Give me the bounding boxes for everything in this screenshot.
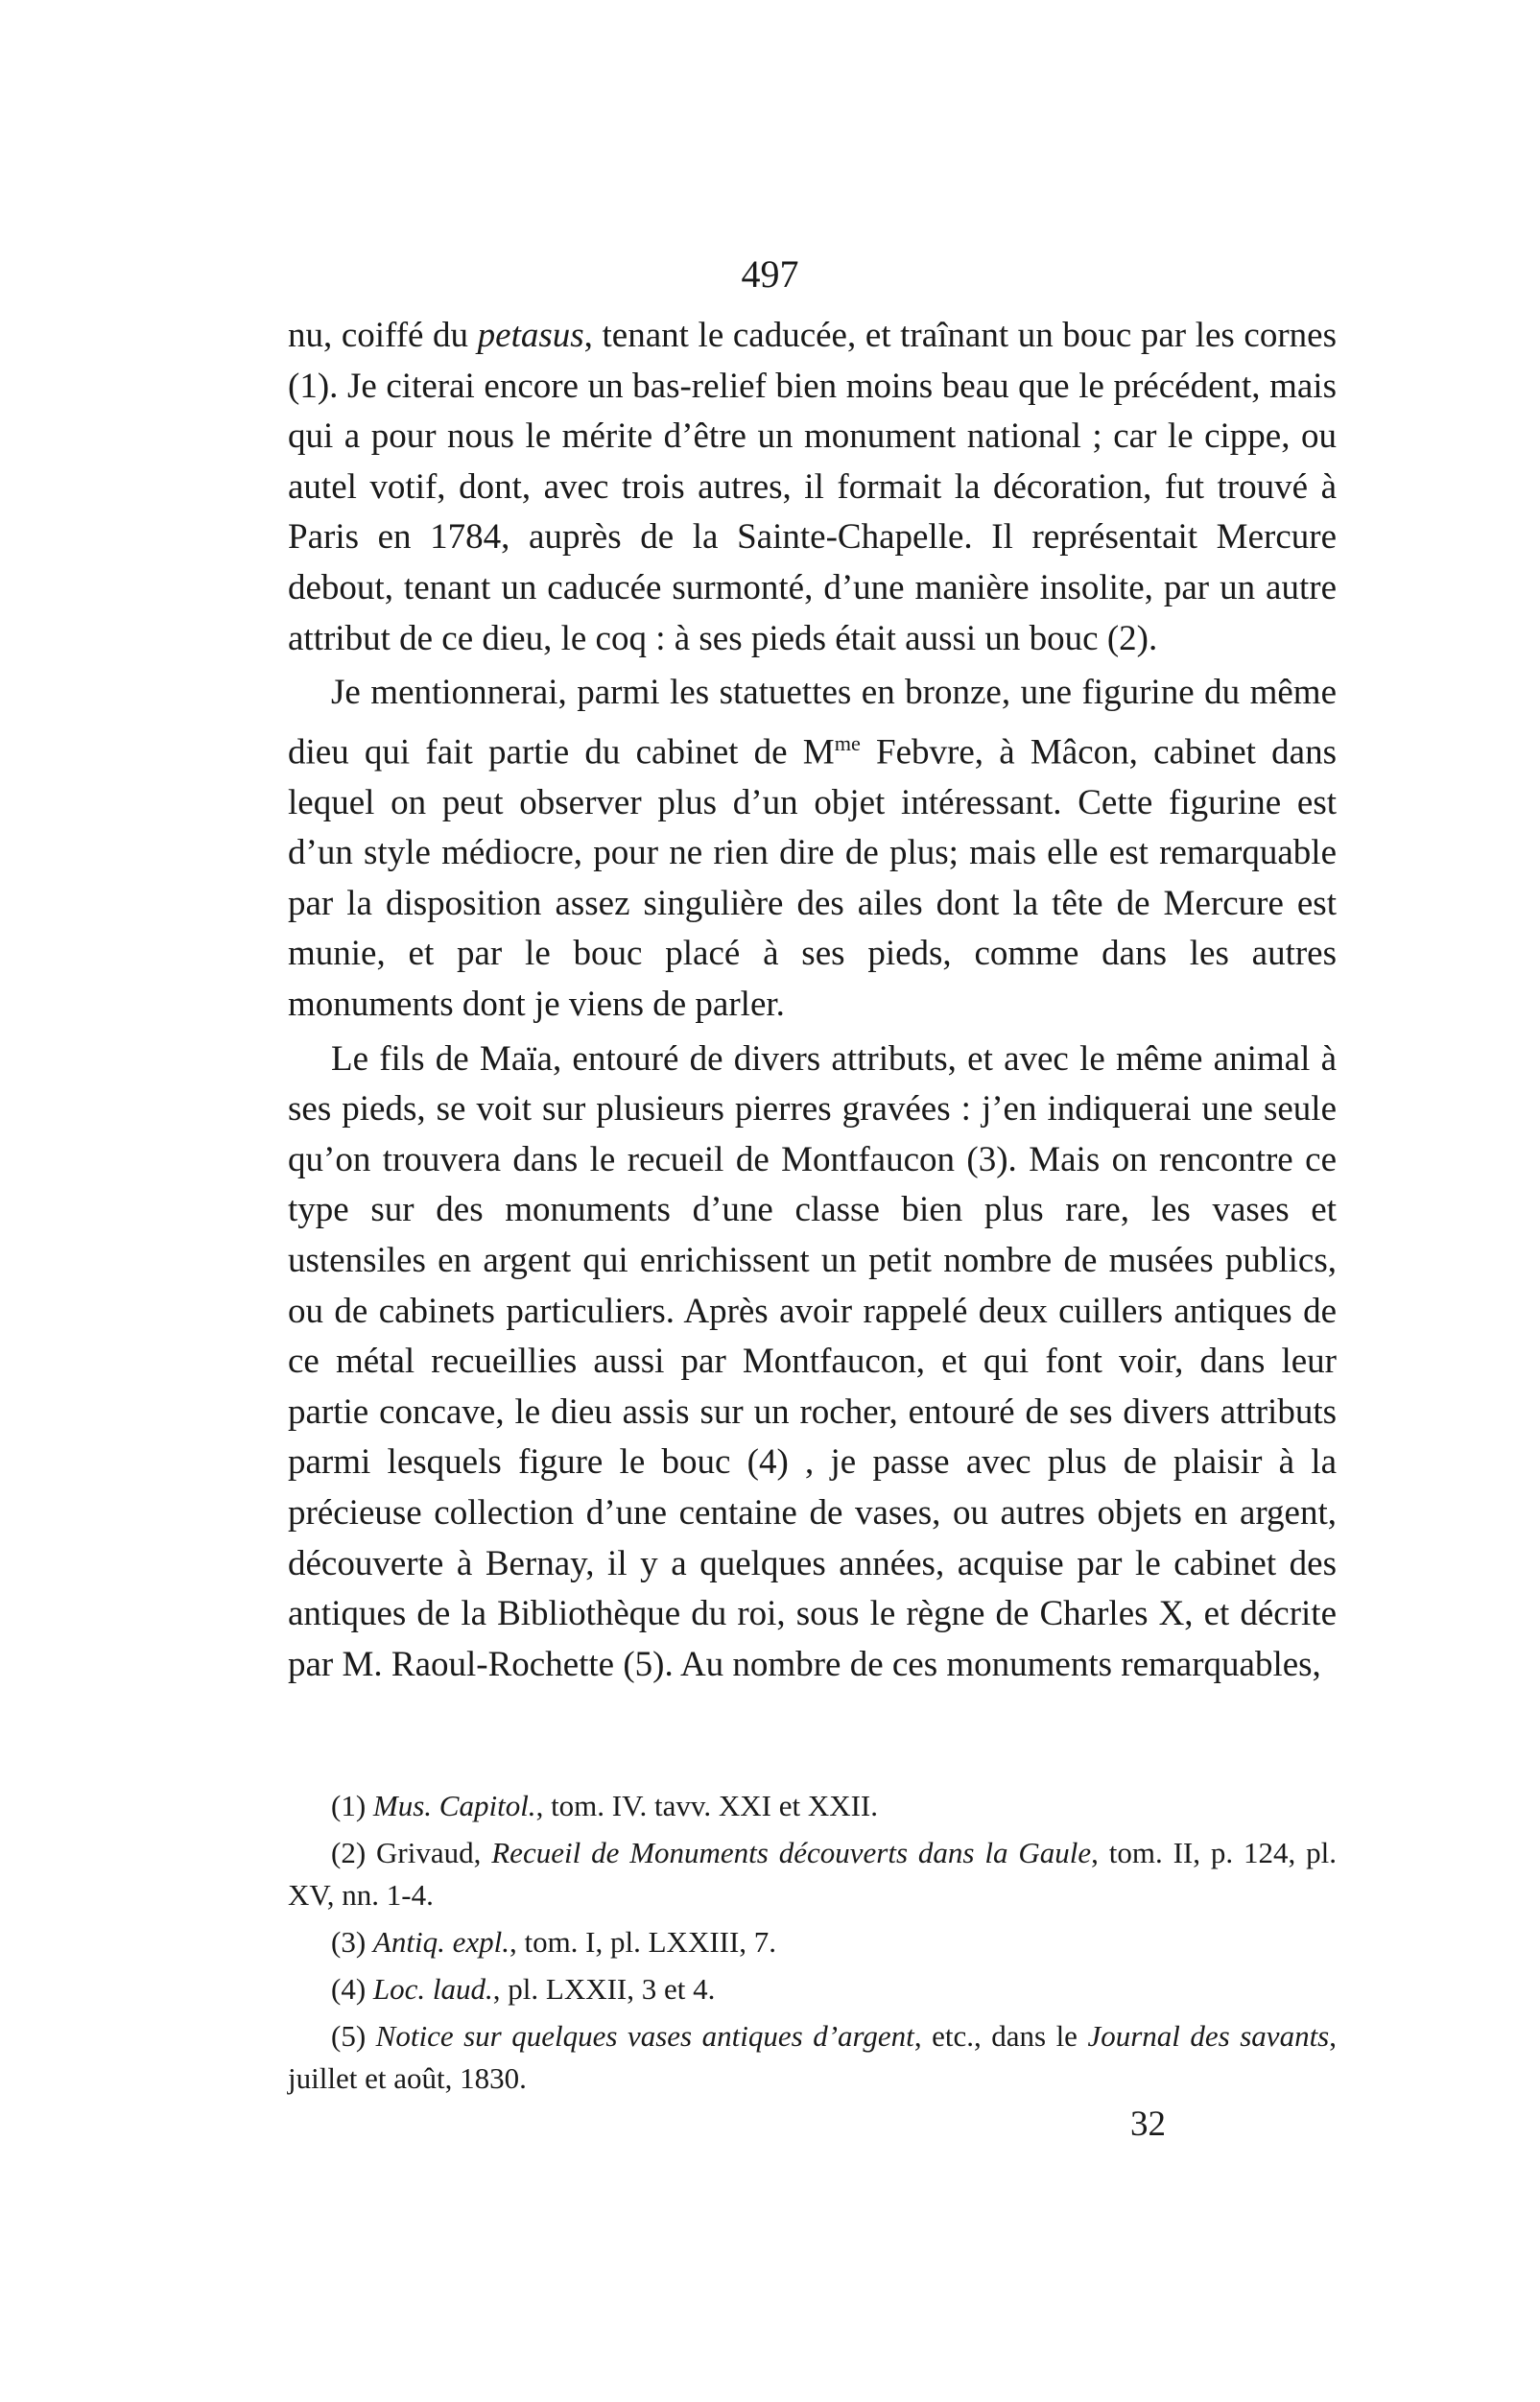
footnote bbox=[288, 1785, 1337, 1827]
text-run: , etc., dans le bbox=[913, 2019, 1088, 2053]
superscript-text: me bbox=[834, 730, 861, 755]
italic-text: Notice sur quelques vases antiques d’argent bbox=[375, 2019, 914, 2053]
text-run: , juillet et août, 1830. bbox=[288, 2019, 1337, 2095]
paragraph bbox=[288, 311, 1337, 664]
text-run: (3) bbox=[331, 1925, 373, 1959]
italic-text: petasus bbox=[477, 316, 584, 355]
text-run: (2) Grivaud, bbox=[331, 1836, 492, 1869]
text-run: (5) bbox=[331, 2019, 376, 2053]
signature-mark: 32 bbox=[1130, 2105, 1166, 2144]
italic-text: Antiq. expl. bbox=[372, 1925, 509, 1959]
main-text bbox=[288, 311, 1337, 1690]
footnote bbox=[288, 1968, 1337, 2010]
paragraph bbox=[288, 1035, 1337, 1691]
text-run: , tenant le caducée, et traînant un bouc par les cornes (1). Je citerai encore un bas-relief bien moins beau que le précédent, mais qui a pour nous le mérite d’être un monument national ; car le cippe, ou autel votif, dont, avec trois autres, il formait la décoration, fut trouvé à Paris en 1784, auprès de la Sainte-Chapelle. Il représentait Mercure debout, tenant un caducée surmonté, d’une manière insolite, par un autre attribut de ce dieu, le coq : à ses pieds était aussi un bouc (2). bbox=[288, 316, 1337, 658]
footnote bbox=[288, 1921, 1337, 1963]
text-run: Je mentionnerai, parmi les statuettes en bronze, une figurine du même dieu qui fait partie du cabinet de M bbox=[288, 673, 1337, 773]
text-run: , pl. LXXII, 3 et 4. bbox=[492, 1972, 716, 2006]
text-run: , tom. IV. tavv. XXI et XXII. bbox=[535, 1789, 879, 1822]
italic-text: Recueil de Monuments découverts dans la Gaule bbox=[491, 1836, 1092, 1869]
footnote bbox=[288, 1832, 1337, 1916]
footnote bbox=[288, 2015, 1337, 2100]
text-run: Le fils de Maïa, entouré de divers attributs, et avec le même animal à ses pieds, se voit sur plusieurs pierres gravées : j’en indiquerai une seule qu’on trouvera dans le recueil de Montfaucon (3). Mais on rencontre ce type sur des monuments d’une classe bien plus rare, les vases et ustensiles en argent qui enrichissent un petit nombre de musées publics, ou de cabinets particuliers. Après avoir rappelé deux cuillers antiques de ce métal recueillies aussi par Montfaucon, et qui font voir, dans leur partie concave, le dieu assis sur un rocher, entouré de ses divers attributs parmi lesquels figure le bouc (4) , je passe avec plus de plaisir à la précieuse collection d’une centaine de vases, ou autres objets en argent, découverte à Bernay, il y a quelques années, acquise par le cabinet des antiques de la Bibliothèque du roi, sous le règne de Charles X, et décrite par M. Raoul-Rochette (5). Au nombre de ces monuments remarquables, bbox=[288, 1038, 1337, 1684]
footnotes bbox=[288, 1785, 1337, 2105]
text-run: (1) bbox=[331, 1789, 373, 1822]
text-run: nu, coiffé du bbox=[288, 316, 478, 355]
text-run: , tom. II, p. 124, pl. XV, nn. 1-4. bbox=[288, 1836, 1337, 1912]
italic-text: Loc. laud. bbox=[372, 1972, 493, 2006]
page-number: 497 bbox=[741, 252, 799, 296]
paragraph bbox=[288, 668, 1337, 1030]
text-run: (4) bbox=[331, 1972, 373, 2006]
italic-text: Mus. Capitol. bbox=[372, 1789, 536, 1822]
text-run: , tom. I, pl. LXXIII, 7. bbox=[509, 1925, 777, 1959]
text-run: Febvre, à Mâcon, cabinet dans lequel on peut observer plus d’un objet intéressant. Cette figurine est d’un style médiocre, pour ne rien dire de plus; mais elle est remarquable par la disposition assez singulière des ailes dont la tête de Mercure est munie, et par le bouc placé à ses pieds, comme dans les autres monuments dont je viens de parler. bbox=[288, 732, 1337, 1025]
italic-text: Journal des savants bbox=[1087, 2019, 1330, 2053]
